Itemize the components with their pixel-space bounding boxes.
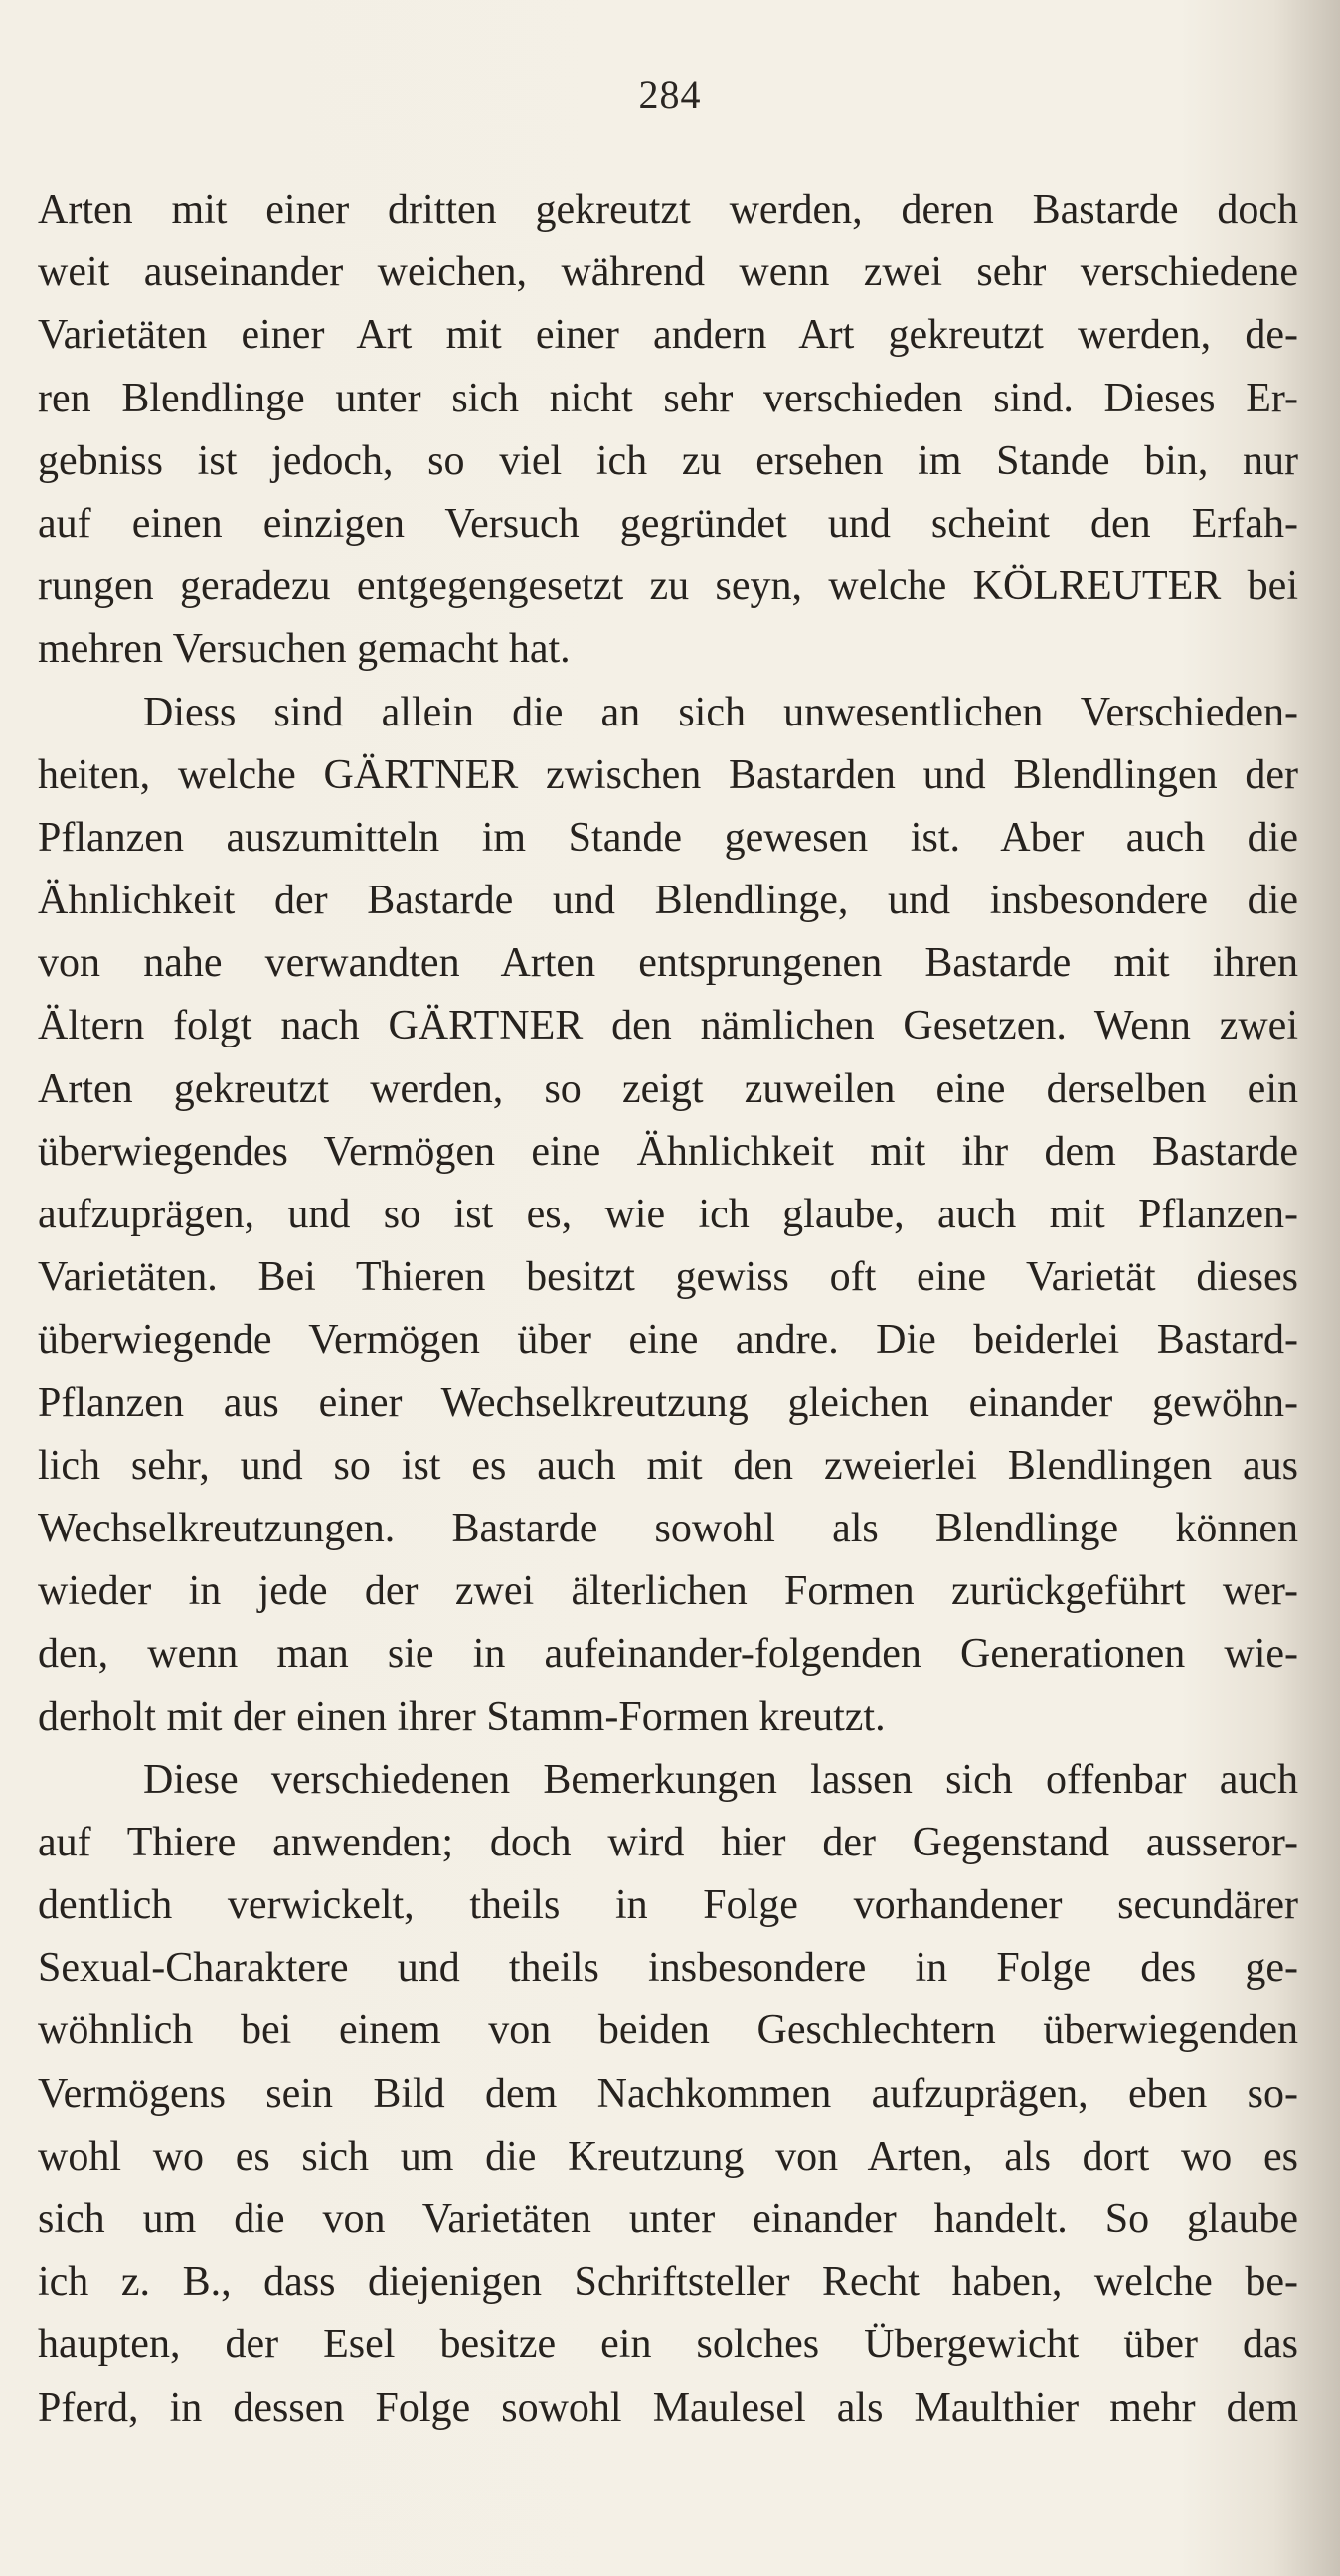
text-line: dentlich verwickelt, theils in Folge vorhandener secundärer [38,1882,1298,1929]
text-line: heiten, welche GÄRTNER zwischen Bastarden und Blendlingen der [38,751,1298,798]
text-line: weit auseinander weichen, während wenn zwei sehr verschiedene [38,249,1298,296]
text-line: gebniss ist jedoch, so viel ich zu ersehen im Stande bin, nur [38,437,1298,484]
text-line: aufzuprägen, und so ist es, wie ich glaube, auch mit Pflanzen- [38,1192,1298,1237]
text-line: haupten, der Esel besitze ein solches Übergewicht über das [38,2322,1298,2368]
text-line: Pferd, in dessen Folge sowohl Maulesel als Maulthier mehr dem [38,2384,1298,2431]
text-line: Ältern folgt nach GÄRTNER den nämlichen Gesetzen. Wenn zwei [38,1003,1298,1049]
text-line: sich um die von Varietäten unter einander handelt. So glaube [38,2196,1298,2242]
text-line: Diess sind allein die an sich unwesentlichen Verschieden- [143,689,1298,735]
text-line: derholt mit der einen ihrer Stamm-Formen kreutzt. [38,1693,886,1740]
text-line: Varietäten einer Art mit einer andern Art gekreutzt werden, de- [38,312,1298,359]
text-line: überwiegende Vermögen über eine andre. Die beiderlei Bastard- [38,1317,1298,1364]
text-line: überwiegendes Vermögen eine Ähnlichkeit mit ihr dem Bastarde [38,1128,1298,1175]
text-line: Arten mit einer dritten gekreutzt werden, deren Bastarde doch [38,187,1298,233]
text-line: Diese verschiedenen Bemerkungen lassen sich offenbar auch [143,1756,1298,1803]
text-line: Ähnlichkeit der Bastarde und Blendlinge, und insbesondere die [38,878,1298,924]
text-line: Arten gekreutzt werden, so zeigt zuweilen eine derselben ein [38,1065,1298,1112]
text-line: von nahe verwandten Arten entsprungenen Bastarde mit ihren [38,940,1298,987]
text-line: Varietäten. Bei Thieren besitzt gewiss oft eine Varietät dieses [38,1254,1298,1301]
text-line: Vermögens sein Bild dem Nachkommen aufzuprägen, eben so- [38,2070,1298,2117]
text-line: Pflanzen aus einer Wechselkreutzung gleichen einander gewöhn- [38,1379,1298,1426]
text-line: auf Thiere anwenden; doch wird hier der Gegenstand ausseror- [38,1819,1298,1865]
text-line: Pflanzen auszumitteln im Stande gewesen ist. Aber auch die [38,814,1298,861]
text-line: wohl wo es sich um die Kreutzung von Arten, als dort wo es [38,2133,1298,2179]
text-line: Sexual-Charaktere und theils insbesondere in Folge des ge- [38,1945,1298,1992]
text-line: Wechselkreutzungen. Bastarde sowohl als Blendlinge können [38,1505,1298,1551]
text-line: rungen geradezu entgegengesetzt zu seyn, welche KÖLREUTER bei [38,564,1298,610]
text-line: mehren Versuchen gemacht hat. [38,626,571,673]
text-line: wöhnlich bei einem von beiden Geschlechtern überwiegenden [38,2008,1298,2054]
text-line: auf einen einzigen Versuch gegründet und scheint den Erfah- [38,500,1298,547]
text-line: lich sehr, und so ist es auch mit den zweierlei Blendlingen aus [38,1442,1298,1489]
body-text [38,179,1298,2440]
text-line: den, wenn man sie in aufeinander-folgenden Generationen wie- [38,1631,1298,1678]
text-line: ren Blendlinge unter sich nicht sehr verschieden sind. Dieses Er- [38,375,1298,421]
page-number: 284 [638,73,702,117]
text-line: wieder in jede der zwei älterlichen Formen zurückgeführt wer- [38,1568,1298,1615]
text-line: ich z. B., dass diejenigen Schriftsteller Recht haben, welche be- [38,2259,1298,2306]
